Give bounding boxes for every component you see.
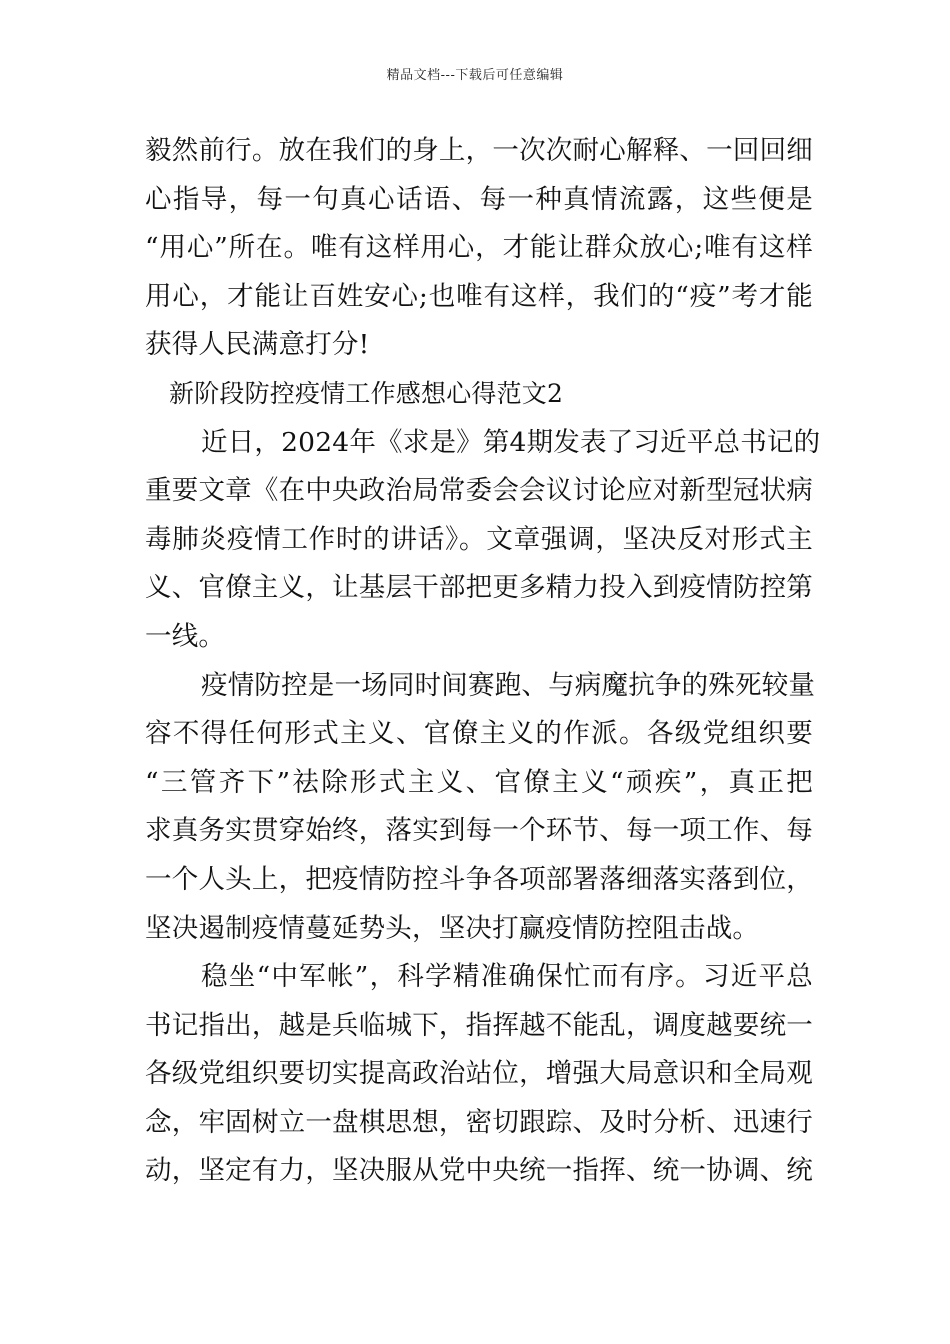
text-line: 毒肺炎疫情工作时的讲话》。文章强调，坚决反对形式主 xyxy=(145,523,813,555)
text-line: 毅然前行。放在我们的身上，一次次耐心解释、一回回细 xyxy=(145,135,813,166)
paragraph xyxy=(145,127,813,370)
text-line: 重要文章《在中央政治局常委会会议讨论应对新型冠状病 xyxy=(145,475,813,507)
text-line: 一个人头上，把疫情防控斗争各项部署落细落实落到位， xyxy=(145,863,813,895)
text-line: 稳坐“中军帐”，科学精准确保忙而有序。习近平总 xyxy=(201,961,813,993)
paragraph xyxy=(145,662,816,954)
text-line: 书记指出，越是兵临城下，指挥越不能乱，调度越要统一 xyxy=(145,1009,813,1041)
paragraph xyxy=(145,953,813,1196)
text-line: 坚决遏制疫情蔓延势头，坚决打赢疫情防控阻击战。 xyxy=(145,912,760,944)
text-line: 获得人民满意打分! xyxy=(145,329,370,361)
text-line: 求真务实贯穿始终，落实到每一个环节、每一项工作、每 xyxy=(145,815,813,847)
document-body xyxy=(145,127,821,1196)
text-line: 疫情防控是一场同时间赛跑、与病魔抗争的殊死较量 xyxy=(201,669,816,701)
text-line: 心指导，每一句真心话语、每一种真情流露，这些便是 xyxy=(145,183,813,215)
heading-line: 新阶段防控疫情工作感想心得范文2 xyxy=(169,378,564,408)
text-line: 义、官僚主义，让基层干部把更多精力投入到疫情防控第 xyxy=(145,572,813,604)
text-line: 动，坚定有力，坚决服从党中央统一指挥、统一协调、统 xyxy=(145,1155,813,1187)
text-line: 近日，2024年《求是》第4期发表了习近平总书记的 xyxy=(201,426,821,458)
text-line: 各级党组织要切实提高政治站位，增强大局意识和全局观 xyxy=(145,1058,813,1090)
text-line: “用心”所在。唯有这样用心，才能让群众放心;唯有这样 xyxy=(145,232,813,264)
paragraph xyxy=(145,419,821,662)
section-heading xyxy=(145,370,813,419)
text-line: “三管齐下”祛除形式主义、官僚主义“顽疾”，真正把 xyxy=(145,766,813,798)
text-line: 一线。 xyxy=(145,620,226,652)
text-line: 念，牢固树立一盘棋思想，密切跟踪、及时分析、迅速行 xyxy=(145,1106,813,1138)
text-line: 用心，才能让百姓安心;也唯有这样，我们的“疫”考才能 xyxy=(145,280,813,312)
page-header: 精品文档---下载后可任意编辑 xyxy=(386,68,564,83)
text-line: 容不得任何形式主义、官僚主义的作派。各级党组织要 xyxy=(145,718,813,750)
